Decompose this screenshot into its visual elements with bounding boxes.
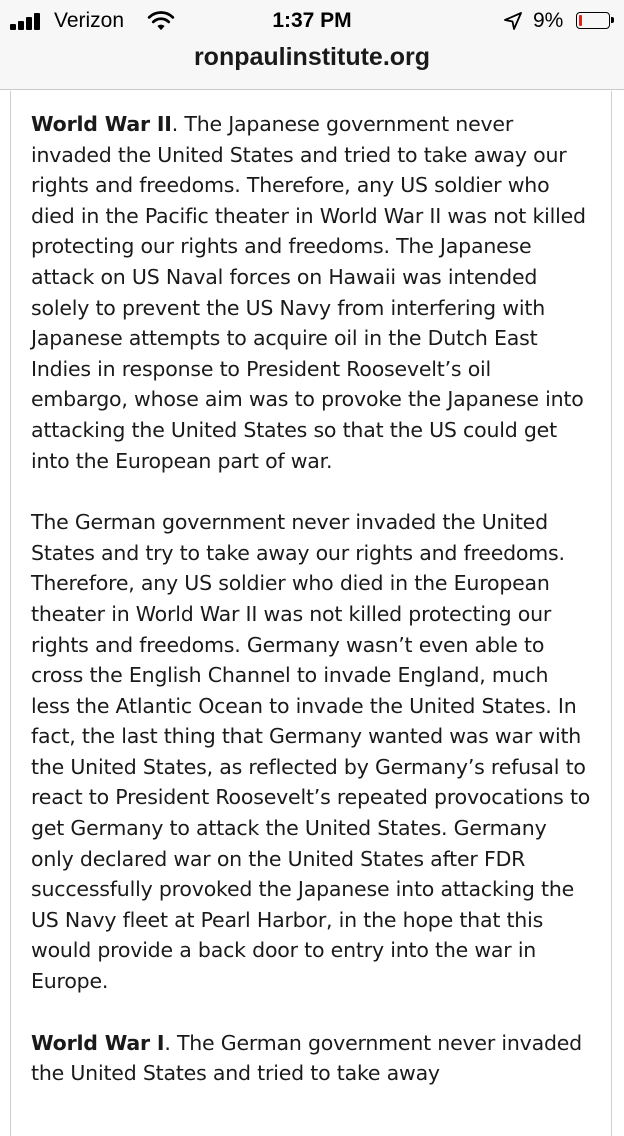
browser-header <box>0 0 624 90</box>
paragraph-text: . The Japanese government never invaded the United States and tried to take away our rights and freedoms. Therefore, any US soldier who died in the Pacific theater in World War II was not killed protecting our rights and freedoms. The Japanese attack on US Naval forces on Hawaii was intended solely to prevent the US Navy from interfering with Japanese attempts to acquire oil in the Dutch East Indies in response to President Roosevelt’s oil embargo, whose aim was to provoke the Japanese into attacking the United States so that the US could get into the European part of war. <box>31 112 586 473</box>
location-arrow-icon <box>503 11 523 31</box>
status-time: 1:37 PM <box>272 9 352 32</box>
article-paragraph <box>31 109 591 476</box>
article-body <box>31 109 591 1120</box>
battery-level-fill <box>579 15 582 26</box>
paragraph-text: . The German government never invaded the United States and tried to take away <box>31 1030 582 1086</box>
battery-percent: 9% <box>533 9 564 32</box>
paragraph-text: The German government never invaded the United States and try to take away our rights and freedoms. Therefore, any US soldier who died in the European theater in World War II was not killed protecting our rights and freedoms. Germany wasn’t even able to cross the English Channel to invade England, much less the Atlantic Ocean to invade the United States. In fact, the last thing that Germany wanted was war with the United States, as reflected by Germany’s refusal to react to President Roosevelt’s repeated provocations to get Germany to attack the United States. Germany only declared war on the United States after FDR successfully provoked the Japanese into attacking the US Navy fleet at Pearl Harbor, in the hope that this would provide a back door to entry into the war in Europe. <box>31 510 591 994</box>
url-bar[interactable]: ronpaulinstitute.org <box>193 43 431 71</box>
paragraph-heading: World War II <box>31 112 172 136</box>
paragraph-heading: World War I <box>31 1030 165 1055</box>
carrier-name: Verizon <box>54 9 125 32</box>
article-frame <box>0 91 624 1136</box>
battery-icon <box>576 12 610 29</box>
article-paragraph <box>31 1028 591 1089</box>
status-bar <box>0 0 624 42</box>
article-paragraph <box>31 507 591 997</box>
